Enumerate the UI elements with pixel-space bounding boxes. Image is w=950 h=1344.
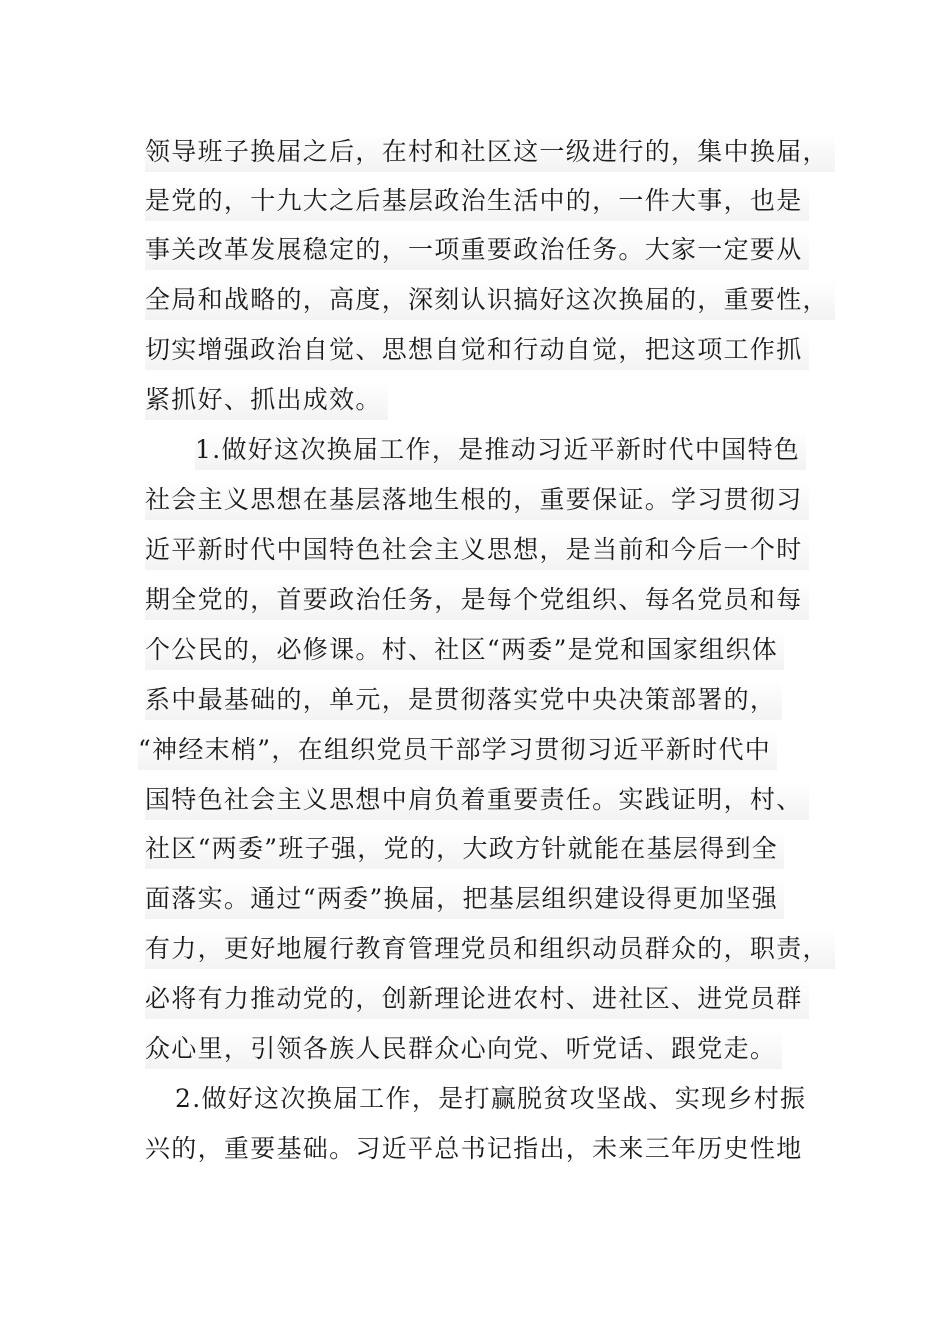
text-line-21: 兴的，重要基础。习近平总书记指出，未来三年历史性地	[145, 1134, 803, 1163]
text-line-16: 面落实。通过“两委”换届，把基层组织建设得更加坚强	[145, 879, 784, 919]
text-line-4: 全局和战略的，高度，深刻认识搞好这次换届的，重要性，	[145, 280, 835, 320]
text-line-12: 系中最基础的，单元，是贯彻落实党中央决策部署的，	[145, 680, 782, 720]
text-line-10: 期全党的，首要政治任务，是每个党组织、每名党员和每	[145, 580, 809, 620]
text-line-1: 领导班子换届之后，在村和社区这一级进行的，集中换届，	[145, 132, 835, 172]
text-line-13: “神经末梢”，在组织党员干部学习贯彻习近平新时代中	[138, 730, 777, 770]
text-line-18: 必将有力推动党的，创新理论进农村、进社区、进党员群	[145, 979, 809, 1019]
text-line-17: 有力，更好地履行教育管理党员和组织动员群众的，职责，	[145, 929, 835, 969]
text-line-2: 是党的，十九大之后基层政治生活中的，一件大事，也是	[145, 181, 809, 221]
paragraph-2-heading-line: 2.做好这次换届工作，是打赢脱贫攻坚战、实现乡村振	[175, 1084, 807, 1113]
text-line-15: 社区“两委”班子强，党的，大政方针就能在基层得到全	[145, 829, 784, 869]
paragraph-1-heading-line: 1.做好这次换届工作，是推动习近平新时代中国特色	[195, 430, 806, 470]
text-line-6: 紧抓好、抓出成效。	[145, 380, 388, 420]
text-line-19: 众心里，引领各族人民群众心向党、听党话、跟党走。	[145, 1029, 782, 1069]
text-line-5: 切实增强政治自觉、思想自觉和行动自觉，把这项工作抓	[145, 330, 809, 370]
text-line-9: 近平新时代中国特色社会主义思想，是当前和今后一个时	[145, 530, 809, 570]
text-line-11: 个公民的，必修课。村、社区“两委”是党和国家组织体	[145, 630, 784, 670]
text-line-3: 事关改革发展稳定的，一项重要政治任务。大家一定要从	[145, 230, 809, 270]
text-line-8: 社会主义思想在基层落地生根的，重要保证。学习贯彻习	[145, 480, 809, 520]
text-line-14: 国特色社会主义思想中肩负着重要责任。实践证明，村、	[145, 780, 809, 820]
